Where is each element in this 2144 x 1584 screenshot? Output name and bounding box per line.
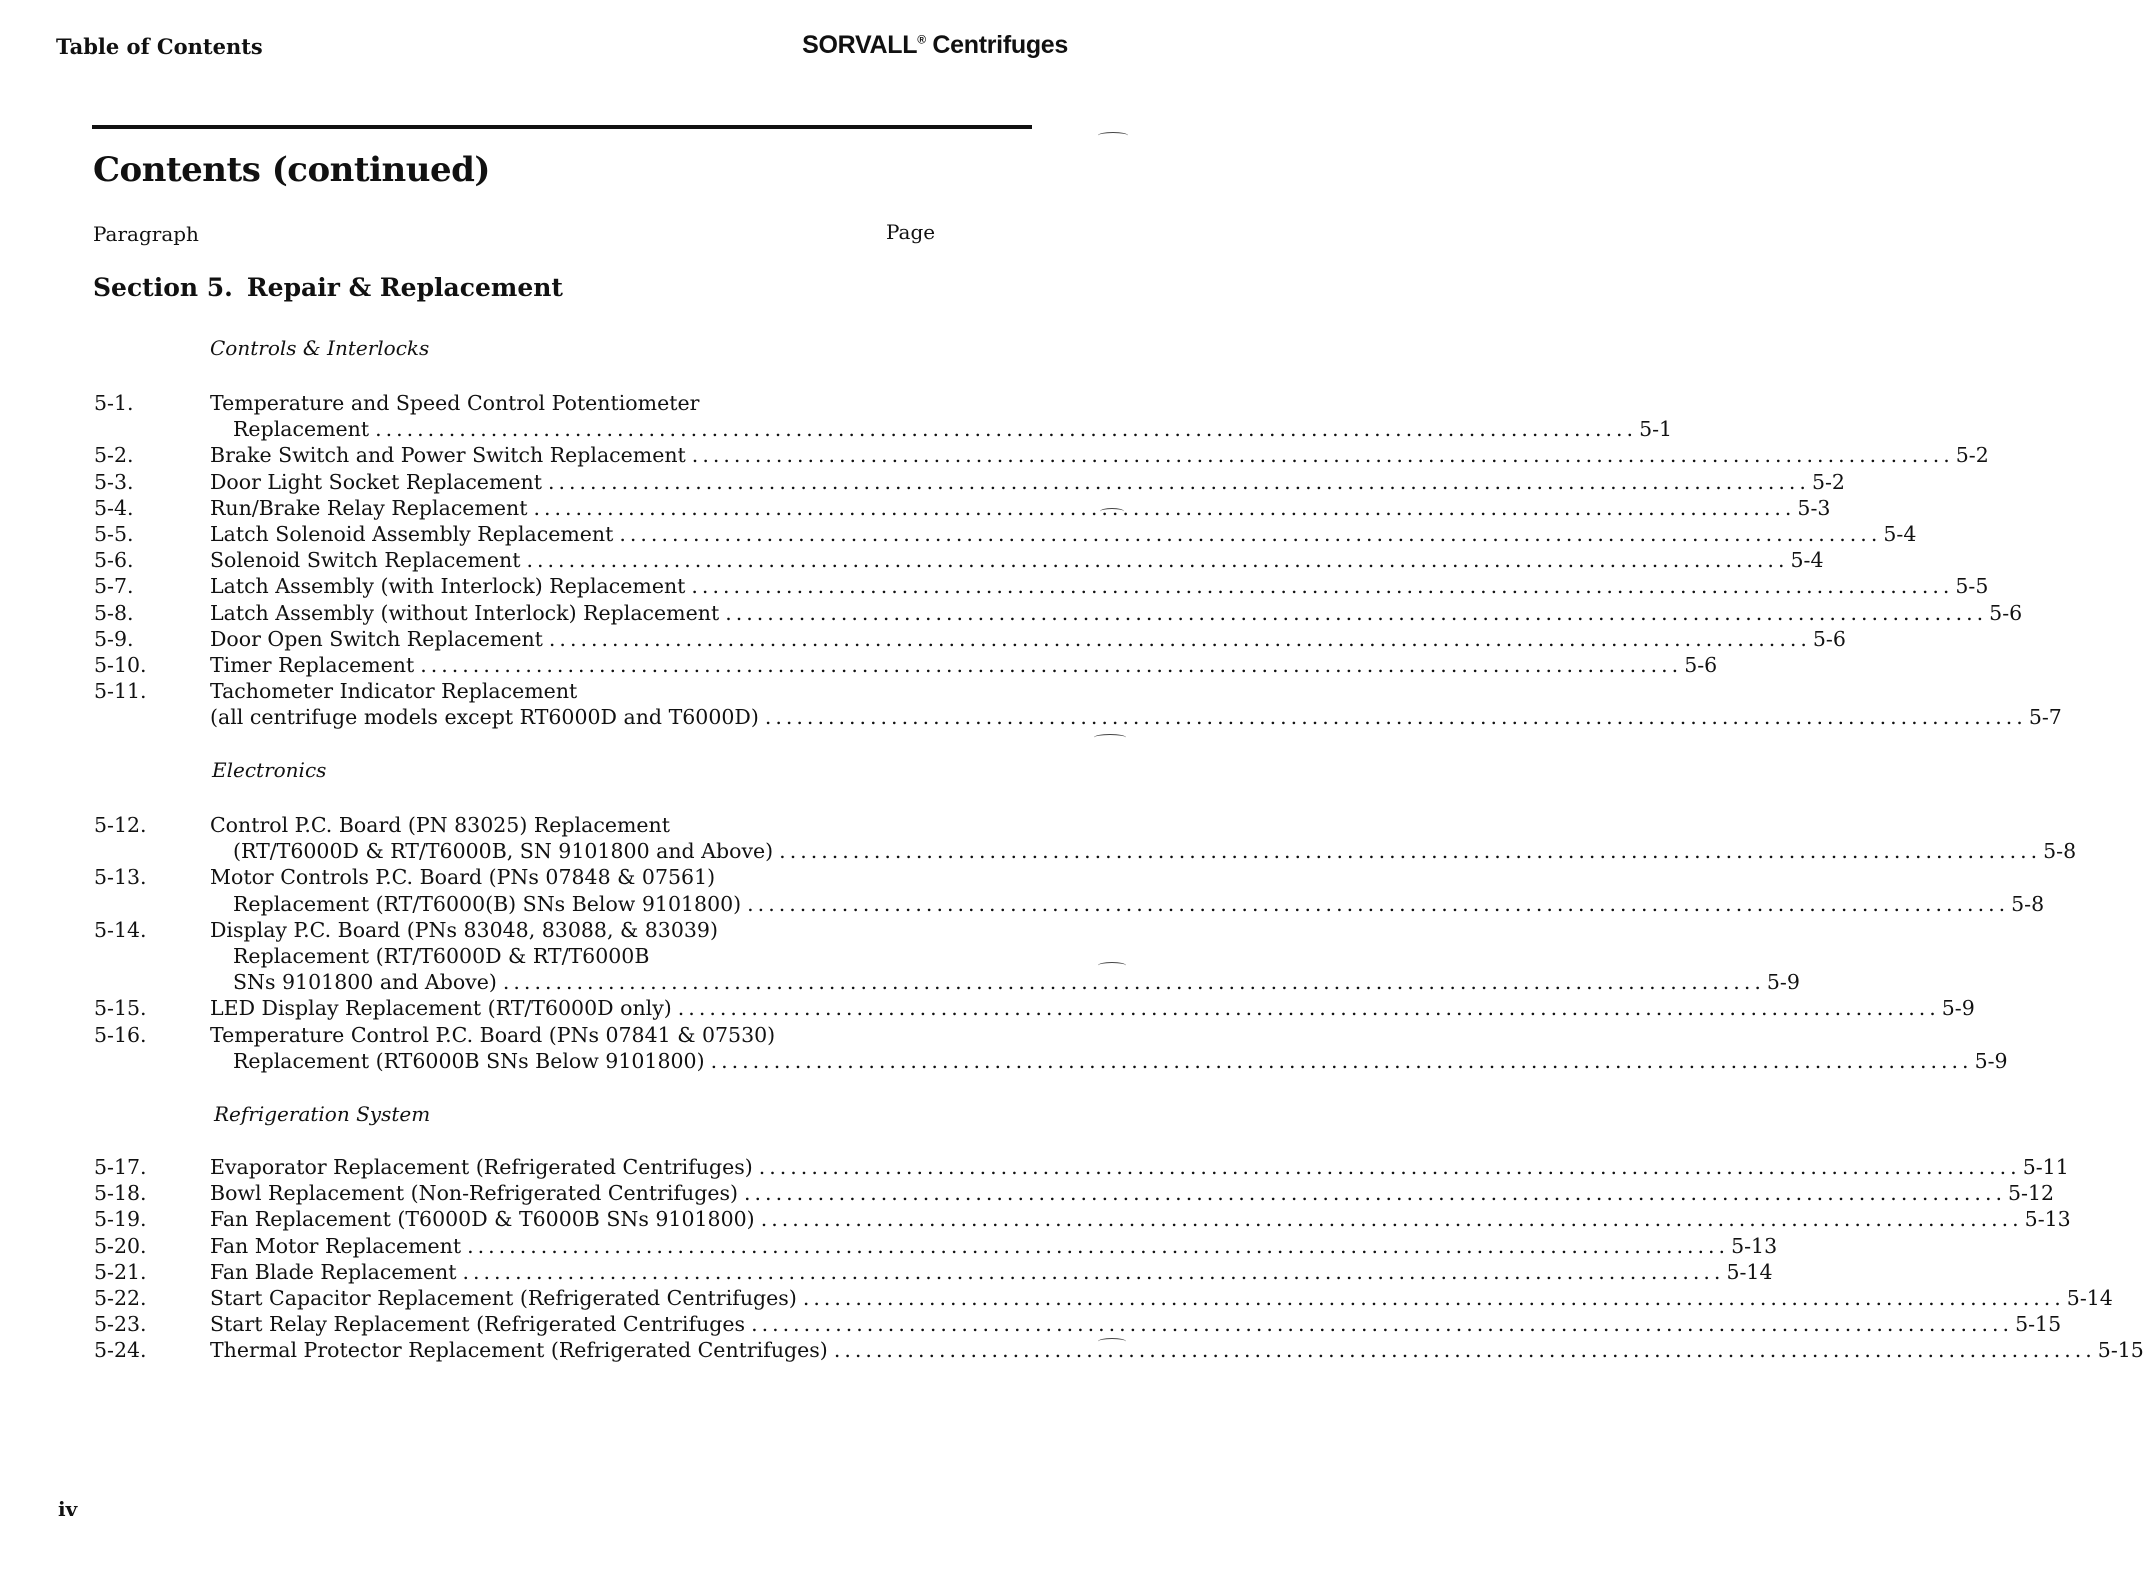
entry-number: 5-10. (94, 653, 147, 677)
entry-number: 5-14. (94, 917, 147, 942)
toc-entry[interactable] (0, 1259, 1773, 1285)
entry-title: Start Relay Replacement (Refrigerated Centrifuges (210, 1311, 751, 1337)
subsection-heading: Electronics (212, 758, 327, 782)
entry-number: 5-12. (94, 813, 147, 837)
entry-title: Control P.C. Board (PN 83025) Replacement (210, 813, 670, 837)
entry-number: 5-24. (94, 1338, 147, 1363)
entry-page: 5-9 (1974, 1048, 2008, 1073)
entry-title: Latch Assembly (with Interlock) Replacement (210, 573, 691, 599)
dot-leader: ........................................................................................................................ (375, 417, 1638, 442)
dot-leader: ........................................................................................................................ (462, 1259, 1725, 1284)
entry-number: 5-21. (94, 1259, 147, 1284)
entry-number: 5-15. (94, 996, 147, 1021)
entry-title: Door Open Switch Replacement (210, 626, 549, 652)
entry-page: 5-7 (2028, 705, 2062, 730)
toc-entry[interactable] (0, 1311, 2062, 1337)
dot-leader: ........................................................................................................................ (420, 653, 1683, 677)
dot-leader: ........................................................................................................................ (619, 522, 1882, 546)
section-heading (93, 273, 563, 302)
entry-number: 5-3. (94, 469, 134, 494)
section-title: Repair & Replacement (246, 273, 563, 302)
page-number: iv (58, 1497, 78, 1521)
entry-title: Fan Motor Replacement (210, 1233, 467, 1259)
entry-number: 5-11. (94, 679, 147, 704)
toc-entry[interactable] (0, 521, 1917, 547)
toc-entry[interactable] (0, 442, 1989, 468)
toc-entry[interactable] (0, 995, 1975, 1021)
entry-title: Brake Switch and Power Switch Replacement (210, 442, 692, 468)
entry-title: Door Light Socket Replacement (210, 469, 548, 495)
column-heading-paragraph: Paragraph (93, 222, 199, 246)
entry-title: Fan Blade Replacement (210, 1259, 462, 1285)
toc-entry[interactable] (0, 1022, 2008, 1074)
entry-title: Evaporator Replacement (Refrigerated Centrifuges) (210, 1154, 759, 1180)
entry-title: Temperature Control P.C. Board (PNs 07841 & 07530) (210, 1022, 776, 1047)
entry-page: 5-15 (2097, 1338, 2144, 1363)
entry-number: 5-17. (94, 1155, 147, 1179)
section-number: Section 5. (93, 273, 233, 302)
entry-number: 5-23. (94, 1312, 147, 1337)
toc-entry[interactable] (0, 1285, 2113, 1311)
scan-mark (1094, 734, 1126, 741)
subsection-heading: Controls & Interlocks (210, 336, 430, 360)
entry-title: Replacement (210, 416, 375, 442)
entry-number: 5-20. (94, 1233, 147, 1258)
entry-title: Timer Replacement (210, 652, 420, 678)
toc-entry[interactable] (0, 1337, 2144, 1363)
entry-number: 5-8. (94, 600, 134, 625)
toc-entry[interactable] (0, 812, 2077, 864)
dot-leader: ........................................................................................................................ (747, 891, 2010, 916)
dot-leader: ........................................................................................................................ (725, 600, 1988, 625)
entry-page: 5-14 (1726, 1259, 1773, 1284)
brand-product: Centrifuges (925, 31, 1068, 59)
entry-page: 5-4 (1883, 522, 1917, 546)
entry-page: 5-11 (2022, 1155, 2069, 1179)
toc-entry[interactable] (0, 547, 1824, 573)
dot-leader: ........................................................................................................................ (526, 548, 1789, 573)
toc-entry[interactable] (0, 1180, 2055, 1206)
dot-leader: ........................................................................................................................ (677, 996, 1940, 1021)
entry-title: Thermal Protector Replacement (Refrigerated Centrifuges) (210, 1337, 834, 1363)
entry-number: 5-5. (94, 522, 134, 546)
toc-entry[interactable] (0, 1206, 2071, 1232)
dot-leader: ........................................................................................................................ (691, 443, 1954, 468)
dot-leader: ........................................................................................................................ (502, 970, 1765, 995)
entry-page: 5-3 (1797, 495, 1831, 520)
entry-page: 5-14 (2066, 1286, 2113, 1310)
dot-leader: ........................................................................................................................ (758, 1155, 2021, 1179)
entry-page: 5-8 (2043, 839, 2077, 864)
entry-page: 5-13 (1731, 1233, 1778, 1258)
entry-title: Motor Controls P.C. Board (PNs 07848 & 07561) (210, 865, 716, 890)
entry-page: 5-2 (1955, 443, 1989, 468)
entry-title: Replacement (RT/T6000(B) SNs Below 9101800) (210, 891, 747, 917)
entry-title: Fan Replacement (T6000D & T6000B SNs 9101800) (210, 1206, 761, 1232)
entry-page: 5-13 (2024, 1207, 2071, 1232)
scan-mark (1098, 1338, 1126, 1345)
dot-leader: ........................................................................................................................ (760, 1207, 2023, 1232)
entry-number: 5-2. (94, 443, 134, 468)
toc-entry[interactable] (0, 573, 1989, 599)
toc-entry[interactable] (0, 390, 1673, 442)
toc-entry[interactable] (0, 1154, 2069, 1180)
toc-entry[interactable] (0, 917, 1800, 996)
dot-leader: ........................................................................................................................ (744, 1181, 2006, 1206)
entry-number: 5-4. (94, 495, 134, 520)
brand-name: SORVALL (802, 31, 918, 59)
entry-page: 5-4 (1790, 548, 1824, 573)
dot-leader: ........................................................................................................................ (764, 705, 2027, 730)
running-header-right (802, 31, 1068, 60)
entry-number: 5-9. (94, 626, 134, 651)
entry-title: Run/Brake Relay Replacement (210, 495, 533, 521)
entry-number: 5-1. (94, 391, 134, 415)
toc-entry[interactable] (0, 469, 1845, 495)
entry-page: 5-1 (1639, 417, 1673, 442)
toc-entry[interactable] (0, 626, 1846, 652)
dot-leader: ........................................................................................................................ (751, 1312, 2014, 1337)
entry-page: 5-15 (2015, 1312, 2062, 1337)
entry-number: 5-7. (94, 574, 134, 599)
dot-leader: ........................................................................................................................ (547, 469, 1810, 494)
entry-title: (all centrifuge models except RT6000D and T6000D) (210, 704, 765, 730)
running-header-left: Table of Contents (56, 34, 263, 59)
entry-title: SNs 9101800 and Above) (210, 969, 503, 995)
entry-page: 5-6 (1989, 600, 2023, 625)
entry-number: 5-16. (94, 1022, 147, 1047)
entry-title: (RT/T6000D & RT/T6000B, SN 9101800 and Above) (210, 838, 779, 864)
entry-page: 5-2 (1811, 469, 1845, 494)
entry-title: Replacement (RT6000B SNs Below 9101800) (210, 1048, 711, 1074)
dot-leader: ........................................................................................................................ (691, 574, 1954, 599)
scan-mark (1100, 508, 1124, 515)
entry-page: 5-6 (1684, 653, 1718, 677)
header-rule (92, 125, 1032, 129)
dot-leader: ........................................................................................................................ (533, 495, 1796, 520)
toc-entry[interactable] (0, 600, 2023, 626)
entry-number: 5-18. (94, 1181, 147, 1206)
entry-page: 5-6 (1812, 626, 1846, 651)
entry-title: Latch Solenoid Assembly Replacement (210, 521, 619, 547)
entry-page: 5-5 (1955, 574, 1989, 599)
entry-title: Temperature and Speed Control Potentiometer (210, 391, 700, 415)
entry-title: Solenoid Switch Replacement (210, 547, 527, 573)
scan-mark (1098, 962, 1126, 969)
toc-entry[interactable] (0, 864, 2045, 916)
dot-leader: ........................................................................................................................ (802, 1286, 2065, 1310)
toc-entry[interactable] (0, 652, 1718, 678)
toc-entry[interactable] (0, 495, 1831, 521)
entry-title: Replacement (RT/T6000D & RT/T6000B (233, 943, 650, 968)
dot-leader: ........................................................................................................................ (833, 1338, 2096, 1363)
entry-title: Display P.C. Board (PNs 83048, 83088, & 83039) (210, 917, 718, 942)
entry-page: 5-9 (1941, 996, 1975, 1021)
subsection-heading: Refrigeration System (214, 1102, 431, 1126)
entry-title: Latch Assembly (without Interlock) Replacement (210, 600, 725, 626)
toc-entry[interactable] (0, 1233, 1778, 1259)
page-title: Contents (continued) (93, 150, 490, 190)
entry-page: 5-8 (2011, 891, 2045, 916)
entry-title: LED Display Replacement (RT/T6000D only) (210, 995, 678, 1021)
dot-leader: ........................................................................................................................ (548, 626, 1811, 651)
entry-number: 5-13. (94, 865, 147, 890)
registered-mark: ® (917, 32, 926, 47)
dot-leader: ........................................................................................................................ (467, 1233, 1730, 1258)
entry-page: 5-12 (2007, 1181, 2055, 1206)
entry-title: Tachometer Indicator Replacement (210, 679, 578, 704)
entry-number: 5-22. (94, 1286, 147, 1310)
dot-leader: ........................................................................................................................ (779, 839, 2042, 864)
entry-title: Start Capacitor Replacement (Refrigerated Centrifuges) (210, 1285, 803, 1311)
toc-entry[interactable] (0, 678, 2062, 730)
column-heading-page: Page (886, 220, 936, 244)
entry-title: Bowl Replacement (Non-Refrigerated Centrifuges) (210, 1180, 744, 1206)
dot-leader: ........................................................................................................................ (710, 1048, 1973, 1073)
entry-number: 5-6. (94, 548, 134, 573)
entry-number: 5-19. (94, 1207, 147, 1232)
entry-page: 5-9 (1766, 970, 1800, 995)
scan-mark (1098, 132, 1128, 139)
